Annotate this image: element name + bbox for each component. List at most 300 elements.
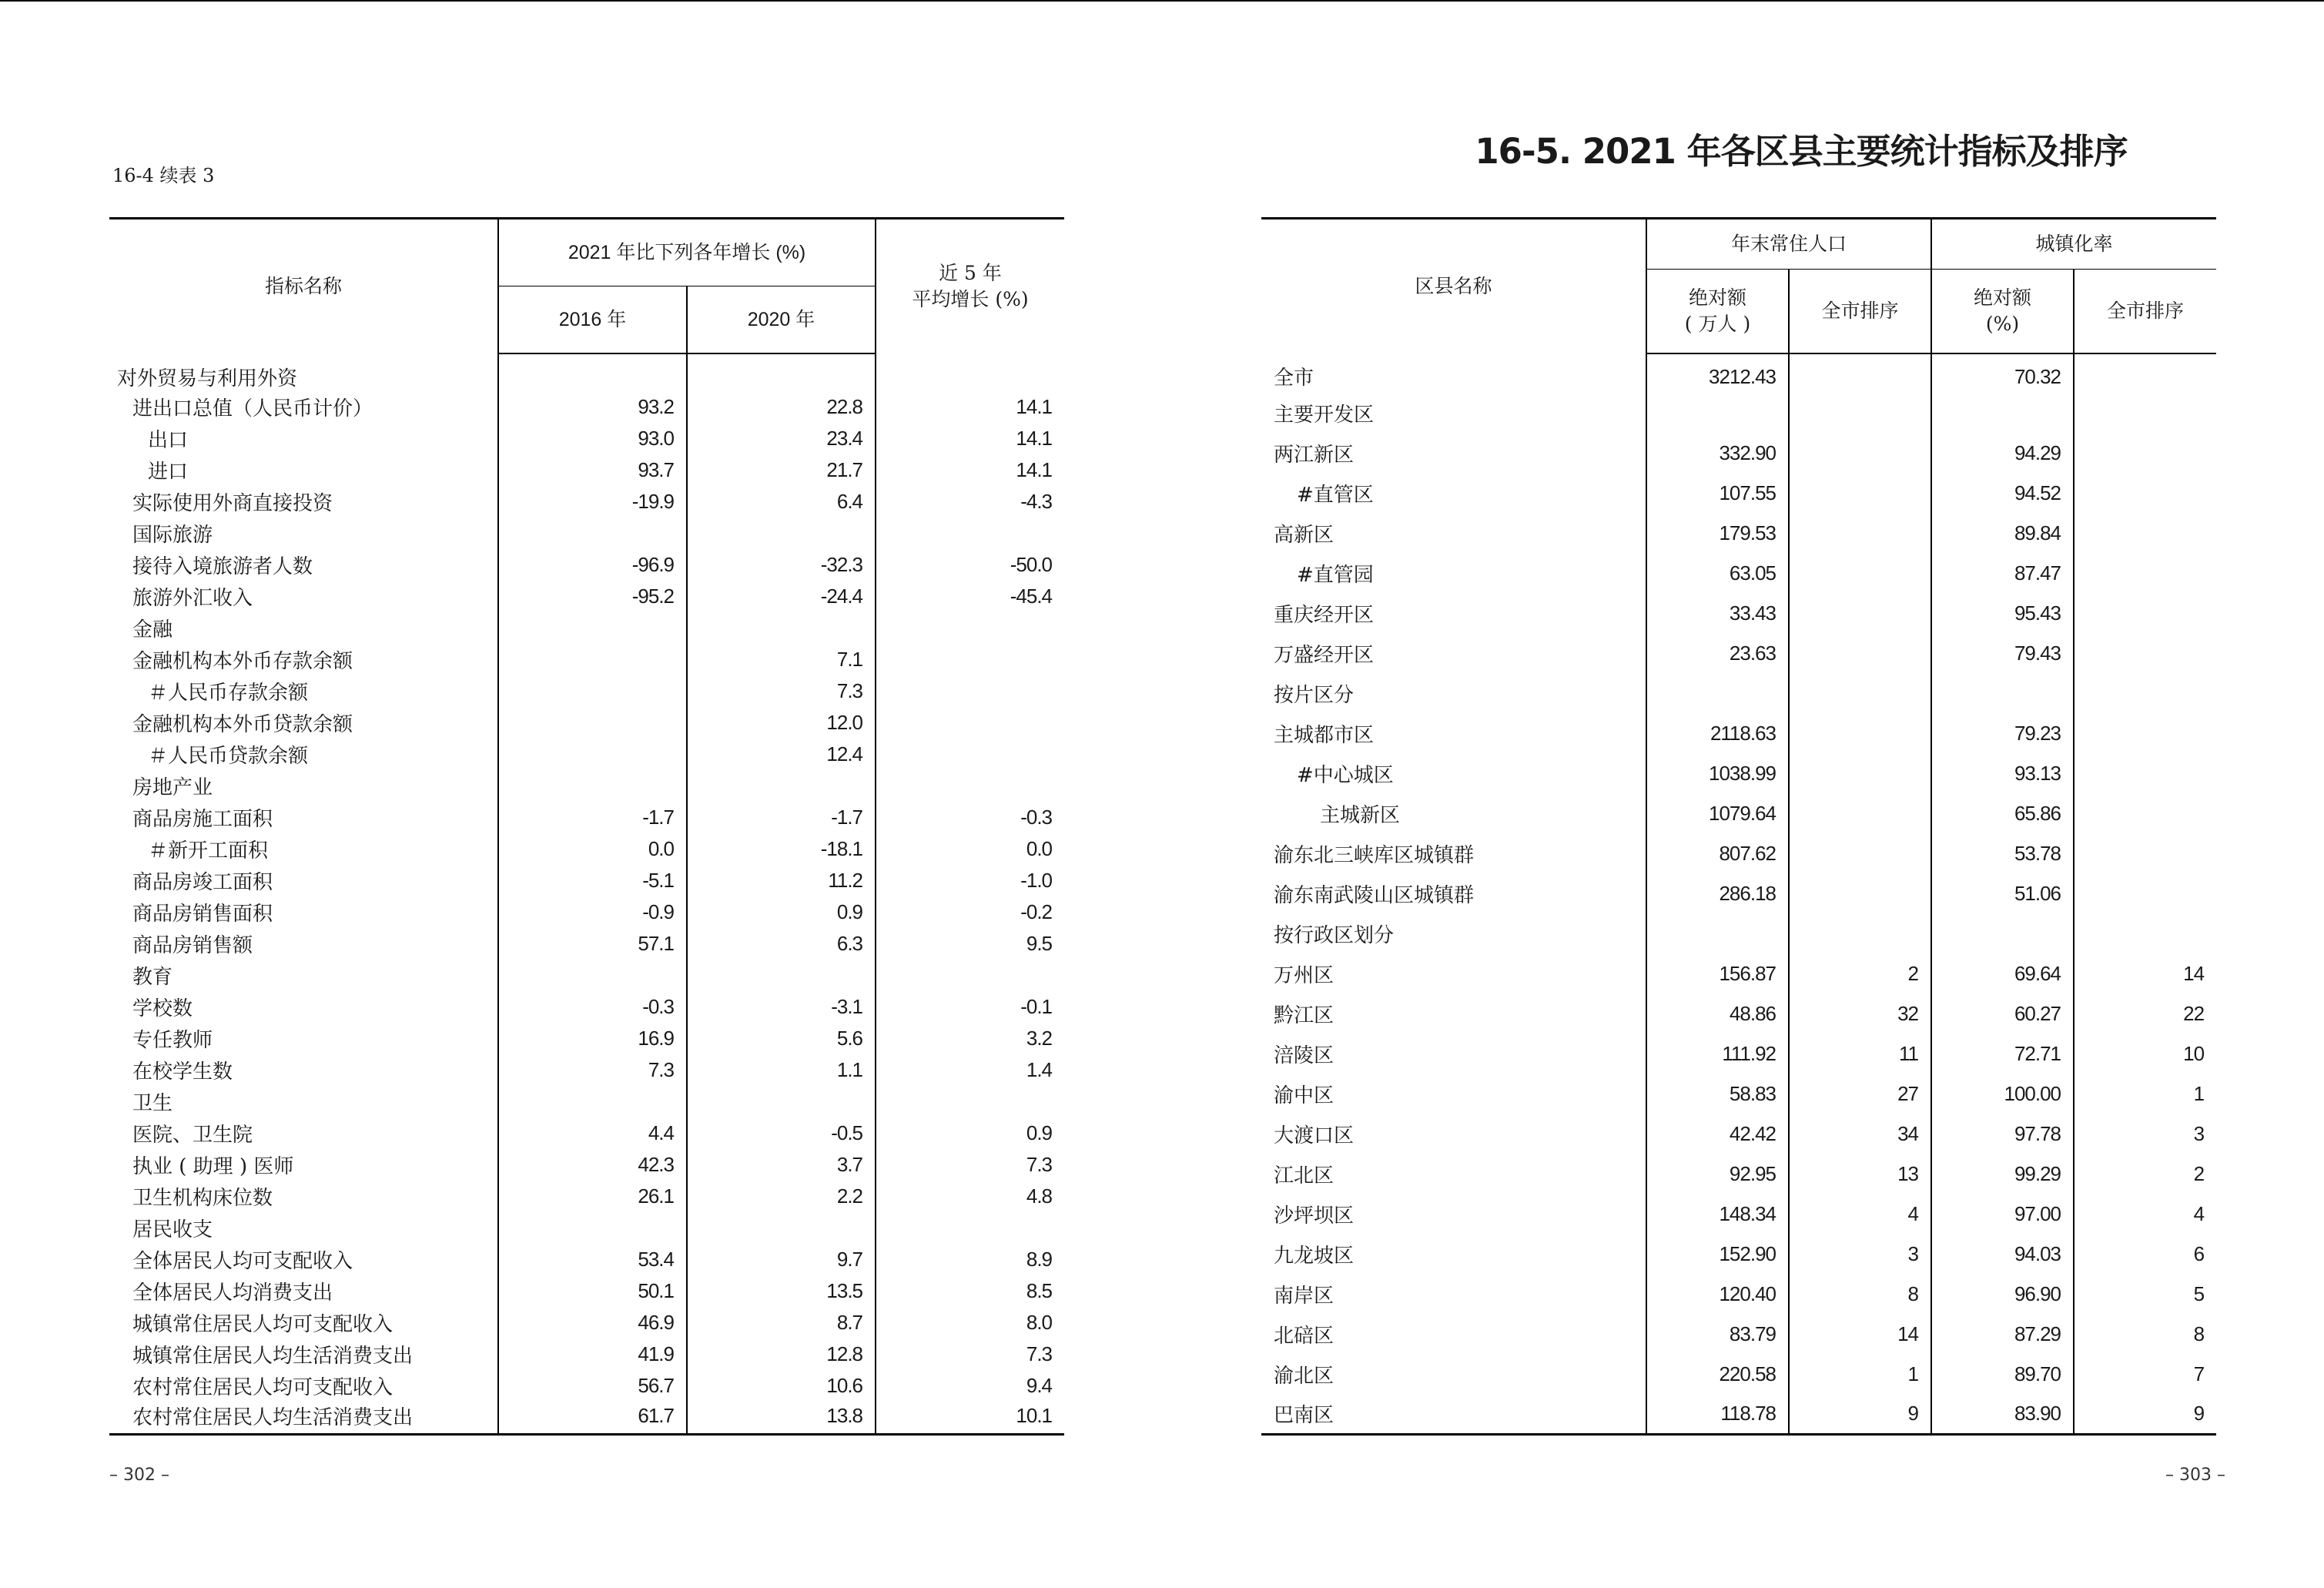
cell-urban-rank: 7 (2074, 1355, 2216, 1395)
header-avg5-line2: 平均增长 (%) (912, 287, 1029, 310)
row-name: 渝北区 (1274, 1365, 1334, 1388)
cell-avg5: 9.4 (876, 1370, 1064, 1402)
row-name: 渝东北三峡库区城镇群 (1274, 844, 1475, 867)
cell-v2016: 4.4 (498, 1117, 687, 1149)
cell-v2020: 11.2 (687, 865, 876, 896)
table-row (1261, 834, 2216, 874)
row-name: 北碚区 (1274, 1325, 1334, 1348)
row-name: 学校数 (132, 997, 193, 1020)
cell-urban: 94.03 (1931, 1235, 2074, 1275)
table-row (1261, 1275, 2216, 1315)
cell-v2016: -19.9 (498, 486, 687, 518)
table-row (1261, 674, 2216, 714)
cell-v2016: 50.1 (498, 1275, 687, 1307)
cell-v2016: -5.1 (498, 865, 687, 896)
table-row (109, 770, 1064, 802)
header-urban-rank: 全市排序 (2074, 270, 2216, 353)
row-name: 在校学生数 (132, 1060, 233, 1084)
row-name: 卫生机构床位数 (132, 1186, 273, 1210)
row-name: 对外贸易与利用外资 (117, 367, 298, 390)
cell-avg5: 0.9 (876, 1117, 1064, 1149)
table-row (109, 391, 1064, 423)
cell-avg5 (876, 739, 1064, 770)
table-row (109, 1212, 1064, 1244)
table-row (1261, 353, 2216, 394)
cell-v2016: 93.2 (498, 391, 687, 423)
cell-pop-rank (1789, 594, 1931, 634)
row-name: 巴南区 (1274, 1404, 1334, 1428)
cell-urban-rank (2074, 834, 2216, 874)
cell-v2020 (687, 518, 876, 549)
cell-urban-rank (2074, 714, 2216, 754)
cell-avg5: 0.0 (876, 833, 1064, 865)
cell-avg5: 7.3 (876, 1338, 1064, 1370)
table-row (109, 833, 1064, 865)
cell-urban-rank (2074, 874, 2216, 914)
cell-urban-rank (2074, 474, 2216, 514)
cell-pop-rank (1789, 674, 1931, 714)
cell-urban-rank (2074, 674, 2216, 714)
row-name: 高新区 (1274, 524, 1334, 547)
cell-pop: 807.62 (1646, 834, 1789, 874)
row-name: 全体居民人均消费支出 (132, 1281, 333, 1305)
table-row (109, 1244, 1064, 1275)
cell-v2016: 0.0 (498, 833, 687, 865)
cell-v2020: 10.6 (687, 1370, 876, 1402)
cell-pop: 1079.64 (1646, 794, 1789, 834)
table-row (1261, 394, 2216, 434)
table-row (109, 1054, 1064, 1086)
row-name: 教育 (132, 965, 173, 989)
cell-urban: 69.64 (1931, 954, 2074, 994)
row-name: 万盛经开区 (1274, 644, 1375, 667)
table-row (109, 1086, 1064, 1117)
row-name: 江北区 (1274, 1164, 1334, 1188)
row-name: 医院、卫生院 (132, 1123, 253, 1147)
table-row (1261, 1355, 2216, 1395)
cell-urban: 60.27 (1931, 994, 2074, 1034)
table-row (109, 1370, 1064, 1402)
table-row (1261, 1114, 2216, 1154)
row-name: 万州区 (1274, 964, 1334, 987)
row-name: 商品房施工面积 (132, 807, 273, 831)
row-name: 渝中区 (1274, 1084, 1334, 1107)
row-name: 商品房销售额 (132, 933, 253, 957)
cell-urban: 97.00 (1931, 1194, 2074, 1235)
cell-v2016: 56.7 (498, 1370, 687, 1402)
row-name: 城镇常住居民人均生活消费支出 (132, 1344, 414, 1368)
district-table (1261, 217, 2216, 1436)
cell-v2020: 6.4 (687, 486, 876, 518)
cell-pop: 83.79 (1646, 1315, 1789, 1355)
district-table-body (1261, 353, 2216, 1435)
page-number: – 303 – (2165, 1466, 2225, 1485)
cell-v2020: -18.1 (687, 833, 876, 865)
table-row (109, 353, 1064, 391)
cell-urban: 87.29 (1931, 1315, 2074, 1355)
cell-v2020: 2.2 (687, 1181, 876, 1212)
table-id: 16-4 续表 3 (112, 165, 215, 186)
cell-pop: 33.43 (1646, 594, 1789, 634)
cell-pop-rank: 14 (1789, 1315, 1931, 1355)
table-row (109, 1338, 1064, 1370)
cell-v2016 (498, 739, 687, 770)
header-urban-abs (1931, 270, 2074, 353)
cell-v2016 (498, 353, 687, 391)
row-name: 商品房竣工面积 (132, 870, 273, 894)
cell-v2020: 0.9 (687, 896, 876, 928)
row-name: 全体居民人均可支配收入 (132, 1249, 353, 1273)
cell-v2020: -3.1 (687, 991, 876, 1023)
cell-v2016 (498, 960, 687, 991)
cell-urban-rank: 6 (2074, 1235, 2216, 1275)
header-2016: 2016 年 (498, 286, 687, 353)
cell-v2020: 22.8 (687, 391, 876, 423)
cell-urban-rank (2074, 394, 2216, 434)
table-row (109, 802, 1064, 833)
cell-avg5: -0.2 (876, 896, 1064, 928)
row-name: 居民收支 (132, 1218, 213, 1241)
cell-urban-rank: 9 (2074, 1395, 2216, 1435)
cell-urban: 100.00 (1931, 1074, 2074, 1114)
cell-avg5 (876, 353, 1064, 391)
cell-avg5 (876, 770, 1064, 802)
cell-urban-rank (2074, 353, 2216, 394)
cell-urban-rank (2074, 514, 2216, 554)
cell-urban: 89.84 (1931, 514, 2074, 554)
cell-v2016: 26.1 (498, 1181, 687, 1212)
cell-urban: 89.70 (1931, 1355, 2074, 1395)
cell-v2016: 46.9 (498, 1307, 687, 1338)
header-2020: 2020 年 (687, 286, 876, 353)
cell-v2016: 42.3 (498, 1149, 687, 1181)
cell-urban: 79.23 (1931, 714, 2074, 754)
cell-pop: 107.55 (1646, 474, 1789, 514)
row-name: ＃新开工面积 (148, 839, 269, 863)
table-row (1261, 594, 2216, 634)
row-name: ＃人民币存款余额 (148, 681, 309, 705)
cell-v2016 (498, 675, 687, 707)
cell-avg5 (876, 675, 1064, 707)
row-name: 执业 ( 助理 ) 医师 (132, 1154, 294, 1178)
row-name: 全市 (1274, 367, 1314, 390)
cell-avg5 (876, 644, 1064, 675)
cell-pop: 118.78 (1646, 1395, 1789, 1435)
cell-v2020 (687, 612, 876, 644)
table-row (109, 896, 1064, 928)
table-row (1261, 994, 2216, 1034)
row-name: 主要开发区 (1274, 404, 1375, 427)
page-title: 16-5. 2021 年各区县主要统计指标及排序 (1475, 131, 2128, 172)
table-row (1261, 794, 2216, 834)
cell-urban-rank: 10 (2074, 1034, 2216, 1074)
cell-pop: 63.05 (1646, 554, 1789, 594)
cell-urban: 95.43 (1931, 594, 2074, 634)
cell-v2016: -1.7 (498, 802, 687, 833)
row-name: 金融机构本外币贷款余额 (132, 712, 353, 736)
cell-v2016: 57.1 (498, 928, 687, 960)
row-name: 按行政区划分 (1274, 924, 1395, 947)
table-row (1261, 1235, 2216, 1275)
cell-v2020: -1.7 (687, 802, 876, 833)
cell-pop: 111.92 (1646, 1034, 1789, 1074)
row-name: 按片区分 (1274, 684, 1355, 707)
cell-avg5 (876, 612, 1064, 644)
cell-avg5: 4.8 (876, 1181, 1064, 1212)
header-avg5-line1: 近 5 年 (939, 261, 1002, 284)
cell-v2016: -0.3 (498, 991, 687, 1023)
cell-v2020: 5.6 (687, 1023, 876, 1054)
cell-pop-rank (1789, 353, 1931, 394)
cell-urban-rank: 1 (2074, 1074, 2216, 1114)
row-name: #直管区 (1297, 484, 1374, 507)
table-row (1261, 714, 2216, 754)
cell-v2020: 12.0 (687, 707, 876, 739)
cell-pop: 42.42 (1646, 1114, 1789, 1154)
cell-avg5: 14.1 (876, 423, 1064, 454)
cell-avg5: 14.1 (876, 391, 1064, 423)
cell-v2016 (498, 1212, 687, 1244)
row-name: 重庆经开区 (1274, 604, 1375, 627)
table-row (109, 928, 1064, 960)
header-pop-abs-line2: ( 万人 ) (1684, 312, 1751, 335)
cell-pop-rank (1789, 794, 1931, 834)
row-name: 渝东南武陵山区城镇群 (1274, 884, 1475, 907)
cell-pop: 1038.99 (1646, 754, 1789, 794)
cell-pop-rank (1789, 514, 1931, 554)
cell-pop (1646, 394, 1789, 434)
cell-pop-rank (1789, 754, 1931, 794)
cell-urban-rank (2074, 794, 2216, 834)
table-row (109, 644, 1064, 675)
cell-v2020: -32.3 (687, 549, 876, 581)
table-row (109, 1181, 1064, 1212)
header-urban-abs-line2: (%) (1985, 312, 2020, 335)
cell-avg5: 8.9 (876, 1244, 1064, 1275)
row-name: 金融机构本外币存款余额 (132, 649, 353, 673)
cell-avg5: 7.3 (876, 1149, 1064, 1181)
header-avg5 (876, 219, 1064, 353)
row-name: 主城都市区 (1274, 724, 1375, 747)
cell-urban-rank: 2 (2074, 1154, 2216, 1194)
cell-avg5: -1.0 (876, 865, 1064, 896)
table-row (1261, 1074, 2216, 1114)
cell-pop: 286.18 (1646, 874, 1789, 914)
cell-avg5: -0.1 (876, 991, 1064, 1023)
cell-pop-rank (1789, 634, 1931, 674)
table-row (109, 1023, 1064, 1054)
cell-urban: 53.78 (1931, 834, 2074, 874)
table-row (1261, 874, 2216, 914)
cell-pop: 152.90 (1646, 1235, 1789, 1275)
cell-v2020: 12.8 (687, 1338, 876, 1370)
cell-v2020: 7.3 (687, 675, 876, 707)
cell-urban (1931, 394, 2074, 434)
cell-pop-rank (1789, 434, 1931, 474)
cell-v2020: 13.5 (687, 1275, 876, 1307)
table-row (1261, 554, 2216, 594)
cell-pop-rank: 13 (1789, 1154, 1931, 1194)
cell-v2016: 93.7 (498, 454, 687, 486)
row-name: 九龙坡区 (1274, 1245, 1355, 1268)
cell-v2020: 23.4 (687, 423, 876, 454)
table-row (1261, 1194, 2216, 1235)
table-row (1261, 1154, 2216, 1194)
cell-pop-rank: 32 (1789, 994, 1931, 1034)
cell-avg5: 10.1 (876, 1402, 1064, 1435)
cell-urban: 65.86 (1931, 794, 2074, 834)
cell-avg5: -45.4 (876, 581, 1064, 612)
header-urban-abs-line1: 绝对额 (1974, 286, 2032, 309)
cell-pop: 220.58 (1646, 1355, 1789, 1395)
row-name: 接待入境旅游者人数 (132, 554, 313, 578)
table-row (109, 612, 1064, 644)
cell-pop-rank (1789, 474, 1931, 514)
cell-pop-rank: 8 (1789, 1275, 1931, 1315)
growth-table-body (109, 353, 1064, 1435)
cell-v2020: 3.7 (687, 1149, 876, 1181)
table-row (109, 1149, 1064, 1181)
cell-v2020 (687, 1212, 876, 1244)
cell-urban-rank: 5 (2074, 1275, 2216, 1315)
cell-pop-rank: 34 (1789, 1114, 1931, 1154)
cell-pop: 2118.63 (1646, 714, 1789, 754)
table-row (109, 675, 1064, 707)
cell-pop-rank: 11 (1789, 1034, 1931, 1074)
cell-urban-rank (2074, 434, 2216, 474)
table-row (1261, 954, 2216, 994)
cell-pop-rank: 1 (1789, 1355, 1931, 1395)
cell-pop-rank (1789, 394, 1931, 434)
table-row (109, 1402, 1064, 1435)
cell-v2020: 8.7 (687, 1307, 876, 1338)
cell-avg5: 3.2 (876, 1023, 1064, 1054)
cell-avg5 (876, 960, 1064, 991)
row-name: 金融 (132, 618, 173, 642)
cell-urban: 72.71 (1931, 1034, 2074, 1074)
cell-avg5: 9.5 (876, 928, 1064, 960)
table-row (109, 518, 1064, 549)
table-row (109, 739, 1064, 770)
table-row (1261, 434, 2216, 474)
row-name: 涪陵区 (1274, 1044, 1334, 1067)
cell-avg5: 14.1 (876, 454, 1064, 486)
cell-urban: 94.29 (1931, 434, 2074, 474)
cell-urban-rank: 14 (2074, 954, 2216, 994)
row-name: 南岸区 (1274, 1285, 1334, 1308)
cell-v2020: 12.4 (687, 739, 876, 770)
cell-pop-rank: 27 (1789, 1074, 1931, 1114)
cell-v2020: 9.7 (687, 1244, 876, 1275)
cell-v2020: 1.1 (687, 1054, 876, 1086)
table-row (109, 707, 1064, 739)
cell-pop-rank (1789, 834, 1931, 874)
cell-v2016 (498, 707, 687, 739)
cell-pop: 332.90 (1646, 434, 1789, 474)
row-name: 国际旅游 (132, 523, 213, 547)
header-growth-group: 2021 年比下列各年增长 (%) (498, 219, 876, 286)
row-name: ＃人民币贷款余额 (148, 744, 309, 768)
page-number: – 302 – (109, 1466, 169, 1485)
cell-avg5: 8.0 (876, 1307, 1064, 1338)
cell-urban-rank: 8 (2074, 1315, 2216, 1355)
table-row (109, 1117, 1064, 1149)
cell-urban: 87.47 (1931, 554, 2074, 594)
cell-v2020 (687, 1086, 876, 1117)
cell-urban: 83.90 (1931, 1395, 2074, 1435)
cell-v2016: 61.7 (498, 1402, 687, 1435)
cell-v2020: 21.7 (687, 454, 876, 486)
cell-avg5 (876, 1212, 1064, 1244)
row-name: 专任教师 (132, 1028, 213, 1052)
cell-pop-rank: 3 (1789, 1235, 1931, 1275)
table-row (109, 1275, 1064, 1307)
cell-pop: 179.53 (1646, 514, 1789, 554)
cell-v2020: 13.8 (687, 1402, 876, 1435)
cell-pop: 92.95 (1646, 1154, 1789, 1194)
table-row (1261, 754, 2216, 794)
cell-pop: 3212.43 (1646, 353, 1789, 394)
cell-v2020 (687, 353, 876, 391)
cell-v2016 (498, 1086, 687, 1117)
table-row (109, 960, 1064, 991)
row-name: #直管园 (1297, 564, 1374, 587)
cell-pop: 48.86 (1646, 994, 1789, 1034)
cell-pop: 58.83 (1646, 1074, 1789, 1114)
cell-avg5 (876, 707, 1064, 739)
table-row (1261, 514, 2216, 554)
cell-urban-rank (2074, 594, 2216, 634)
table-row (109, 454, 1064, 486)
cell-v2020 (687, 960, 876, 991)
cell-avg5 (876, 518, 1064, 549)
cell-urban-rank (2074, 914, 2216, 954)
cell-pop (1646, 914, 1789, 954)
cell-urban-rank (2074, 634, 2216, 674)
cell-v2016: -0.9 (498, 896, 687, 928)
table-row (109, 1307, 1064, 1338)
cell-pop-rank (1789, 554, 1931, 594)
cell-urban: 96.90 (1931, 1275, 2074, 1315)
row-name: 两江新区 (1274, 444, 1355, 467)
table-row (1261, 914, 2216, 954)
row-name: 沙坪坝区 (1274, 1204, 1355, 1228)
table-row (109, 486, 1064, 518)
table-row (109, 423, 1064, 454)
cell-v2016: 53.4 (498, 1244, 687, 1275)
header-pop-abs-line1: 绝对额 (1688, 286, 1746, 309)
cell-v2016 (498, 770, 687, 802)
row-name: 农村常住居民人均可支配收入 (132, 1375, 393, 1399)
table-row (1261, 1395, 2216, 1435)
cell-pop-rank: 2 (1789, 954, 1931, 994)
row-name: 农村常住居民人均生活消费支出 (132, 1405, 414, 1429)
cell-v2020: -0.5 (687, 1117, 876, 1149)
header-pop-group: 年末常住人口 (1646, 219, 1931, 270)
row-name: 黔江区 (1274, 1004, 1334, 1027)
row-name: 房地产业 (132, 776, 213, 799)
cell-urban: 51.06 (1931, 874, 2074, 914)
row-name: 卫生 (132, 1091, 173, 1115)
header-urban-group: 城镇化率 (1931, 219, 2216, 270)
row-name: 旅游外汇收入 (132, 586, 253, 610)
cell-v2020: -24.4 (687, 581, 876, 612)
table-row (1261, 634, 2216, 674)
cell-v2016: -95.2 (498, 581, 687, 612)
cell-v2016: 41.9 (498, 1338, 687, 1370)
cell-avg5 (876, 1086, 1064, 1117)
cell-v2016: 93.0 (498, 423, 687, 454)
